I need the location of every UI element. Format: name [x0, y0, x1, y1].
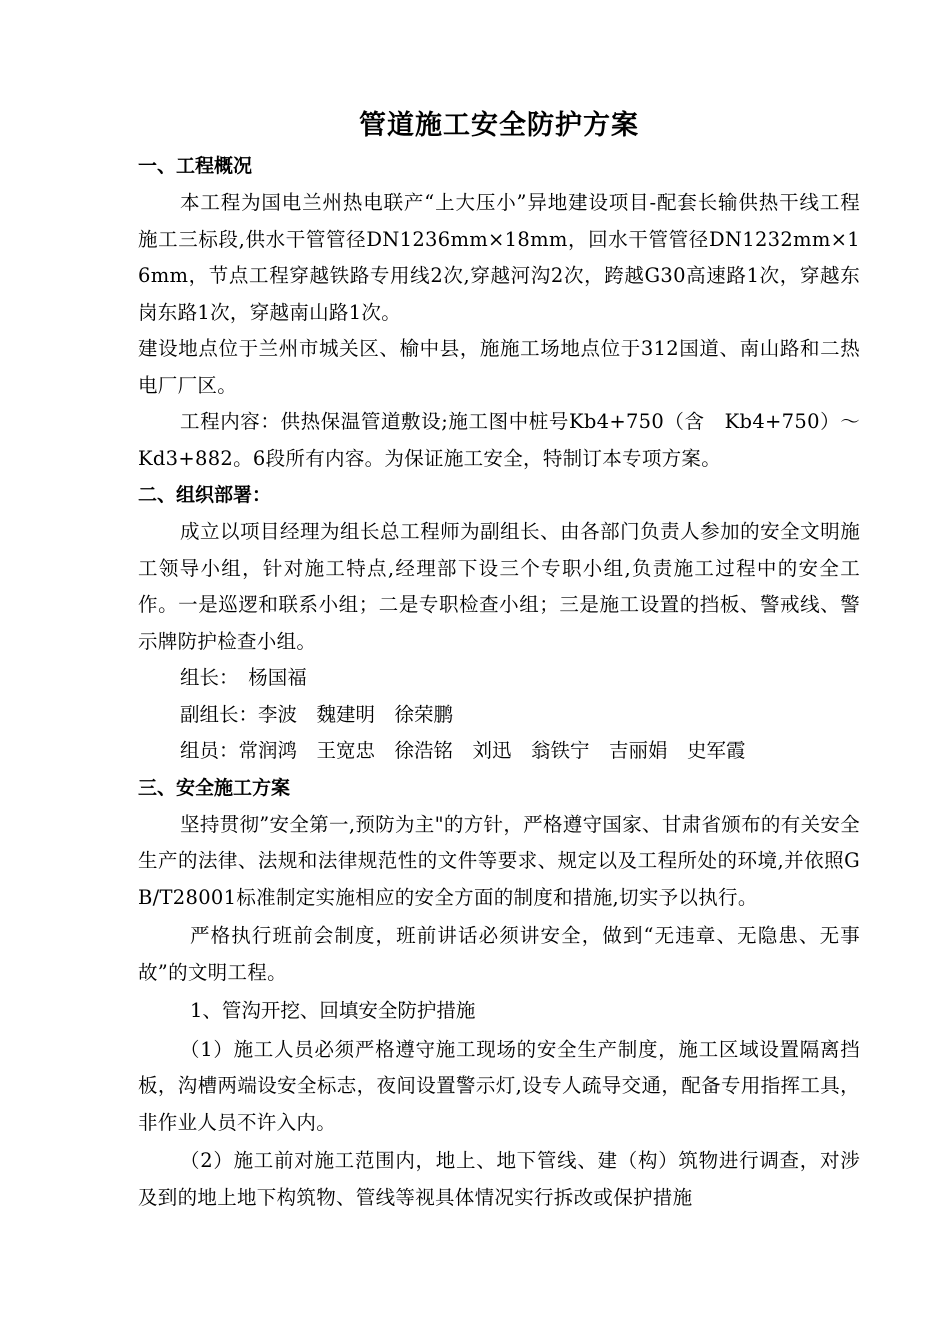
page-title: 管道施工安全防护方案	[359, 110, 639, 141]
paragraph-item-2: （2）施工前对施工范围内，地上、地下管线、建（构）筑物进行调查，对涉及到的地上地下构筑物、管线等视具体情况实行拆改或保护措施	[138, 1149, 860, 1209]
paragraph-work-content: 工程内容：供热保温管道敷设;施工图中桩号Kb4+750（含 Kb4+750）～Kd3+882。6段所有内容。为保证施工安全，特制订本专项方案。	[138, 410, 860, 470]
team-leader-line: 组长： 杨国福	[180, 666, 307, 689]
section-heading-project-overview: 一、工程概况	[138, 155, 253, 177]
paragraph-item-1: （1）施工人员必须严格遵守施工现场的安全生产制度，施工区域设置隔离挡板，沟槽两端设安全标志，夜间设置警示灯,设专人疏导交通，配备专用指挥工具，非作业人员不许入内。	[138, 1037, 860, 1134]
paragraph-organization: 成立以项目经理为组长总工程师为副组长、由各部门负责人参加的安全文明施工领导小组，针对施工特点,经理部下设三个专职小组,负责施工过程中的安全工作。一是巡逻和联系小组；二是专职检查小组；三是施工设置的挡板、警戒线、警示牌防护检查小组。	[138, 520, 860, 653]
document-body	[138, 104, 860, 1216]
paragraph-project-scope: 本工程为国电兰州热电联产“上大压小”异地建设项目-配套长输供热干线工程施工三标段,供水干管管径DN1236mm×18mm，回水干管管径DN1232mm×16mm，节点工程穿越铁路专用线2次,穿越河沟2次，跨越G30高速路1次，穿越东岗东路1次，穿越南山路1次。	[138, 191, 860, 324]
section-heading-safety-plan: 三、安全施工方案	[138, 776, 291, 799]
paragraph-site-location: 建设地点位于兰州市城关区、榆中县，施施工场地点位于312国道、南山路和二热电厂厂区。	[138, 337, 860, 397]
team-members-line: 组员：常润鸿 王宽忠 徐浩铭 刘迅 翁铁宁 吉丽娟 史军霞	[180, 739, 746, 762]
section-heading-organization: 二、组织部署：	[138, 484, 272, 506]
deputy-leader-line: 副组长：李波 魏建明 徐荣鹏	[180, 702, 454, 726]
paragraph-safety-policy: 坚持贯彻”安全第一,预防为主"的方针，严格遵守国家、甘肃省颁布的有关安全生产的法律、法规和法律规范性的文件等要求、规定以及工程所处的环境,并依照GB/T28001标准制定实施相应的安全方面的制度和措施,切实予以执行。	[138, 812, 860, 909]
paragraph-pre-shift-meeting: 严格执行班前会制度，班前讲话必须讲安全，做到“无违章、无隐患、无事故”的文明工程。	[138, 924, 860, 984]
subsection-trench-safety: 1、管沟开挖、回填安全防护措施	[190, 999, 476, 1022]
